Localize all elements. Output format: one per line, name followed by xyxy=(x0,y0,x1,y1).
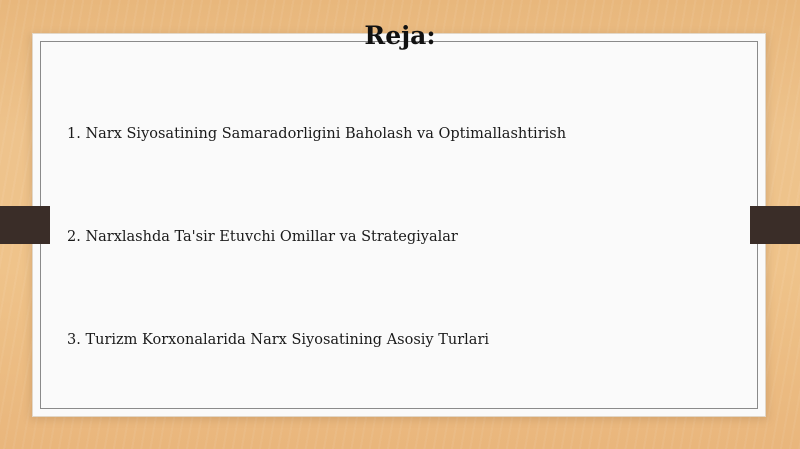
left-side-tab xyxy=(0,206,50,244)
right-side-tab xyxy=(750,206,800,244)
slide-card xyxy=(32,33,766,417)
plan-item-2: 2. Narxlashda Ta'sir Etuvchi Omillar va Strategiyalar xyxy=(67,229,458,245)
slide-title: Reja: xyxy=(364,21,436,50)
card-inner-border xyxy=(40,41,758,409)
plan-item-1: 1. Narx Siyosatining Samaradorligini Baholash va Optimallashtirish xyxy=(67,126,567,142)
plan-item-3: 3. Turizm Korxonalarida Narx Siyosatining Asosiy Turlari xyxy=(67,332,490,348)
